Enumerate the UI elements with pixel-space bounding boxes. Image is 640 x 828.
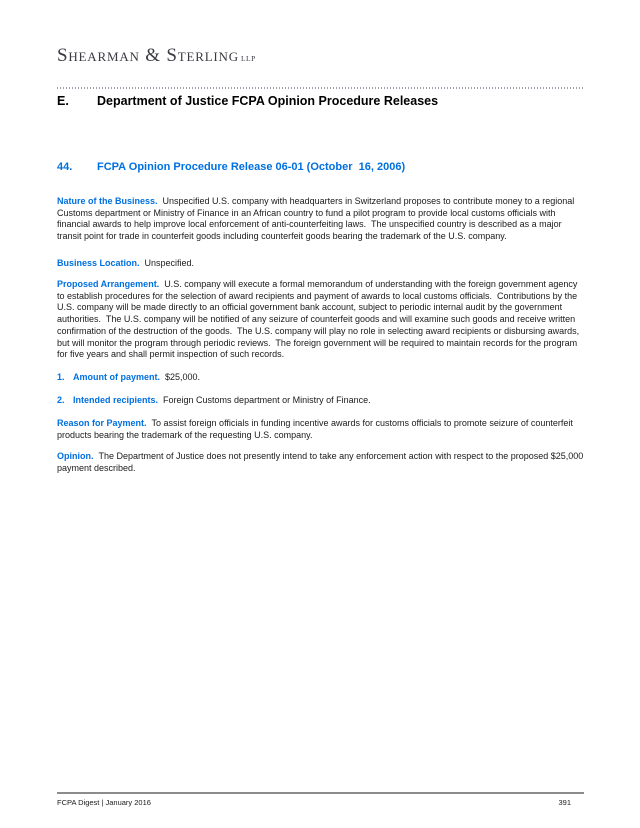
release-heading-number: 44.	[57, 161, 73, 173]
paragraph-opinion	[57, 451, 584, 474]
list-item-number: 2.	[57, 395, 65, 405]
header-divider-rule	[57, 87, 584, 89]
paragraph-reason-for-payment	[57, 418, 584, 441]
footer-page-number: 391	[558, 798, 571, 807]
firm-logo	[57, 45, 584, 66]
paragraph-label: Business Location.	[57, 258, 140, 268]
section-heading-title: Department of Justice FCPA Opinion Procedure Releases	[97, 94, 439, 108]
paragraph-label: Opinion.	[57, 451, 94, 461]
paragraph-text: U.S. company will execute a formal memorandum of understanding with the foreign government agency to establish procedures for the selection of award recipients and payment of awards to local customs officials. Contributions by the U.S. company will be made directly to an official government bank account, subject to periodic internal audit by the government authorities. The U.S. company will be notified of any seizure of counterfeit goods and will examine such goods and receive written confirmation of the destruction of the goods. The U.S. company will play no role in selecting award recipients or disbursing awards, but will monitor the program through periodic reviews. The foreign government will be required to maintain records for the program for five years and shall permit inspection of such records.	[57, 279, 582, 360]
footer-document-title: FCPA Digest | January 2016	[57, 798, 151, 807]
list-item-label: Amount of payment.	[73, 372, 160, 382]
paragraph-nature-of-business	[57, 196, 584, 243]
firm-logo-suffix: LLP	[240, 54, 256, 63]
paragraph-text: Unspecified.	[144, 258, 195, 268]
paragraph-proposed-arrangement	[57, 279, 584, 361]
list-item-text: Foreign Customs department or Ministry of Finance.	[163, 395, 371, 405]
page-footer	[57, 792, 584, 809]
paragraph-label: Proposed Arrangement.	[57, 279, 160, 289]
list-item-label: Intended recipients.	[73, 395, 159, 405]
list-item-amount-of-payment	[57, 372, 624, 384]
list-item-text: $25,000.	[165, 372, 201, 382]
paragraph-text: Unspecified U.S. company with headquarters in Switzerland proposes to contribute money to a regional Customs department or Ministry of Finance in an African country to fund a pilot program to provide local customs officials with financial awards to help improve local enforcement of anti-counterfeiting laws. The unspecified country is described as a major transit point for trade in counterfeit goods including counterfeit goods bearing the trademark of the U.S. company.	[57, 196, 577, 242]
list-item-intended-recipients	[57, 395, 624, 407]
firm-logo-name: Shearman & Sterling	[57, 45, 239, 66]
paragraph-text: The Department of Justice does not presently intend to take any enforcement action with respect to the proposed $25,000 payment described.	[57, 451, 586, 473]
list-item-number: 1.	[57, 372, 65, 382]
release-heading	[57, 162, 584, 174]
paragraph-text: To assist foreign officials in funding incentive awards for customs officials to promote seizure of counterfeit products bearing the trademark of the requesting U.S. company.	[57, 418, 576, 440]
section-heading-number: E.	[57, 94, 69, 108]
section-heading	[57, 96, 584, 108]
paragraph-label: Reason for Payment.	[57, 418, 147, 428]
release-heading-title: FCPA Opinion Procedure Release 06-01 (October 16, 2006)	[97, 161, 406, 173]
paragraph-business-location	[57, 258, 584, 270]
paragraph-label: Nature of the Business.	[57, 196, 158, 206]
